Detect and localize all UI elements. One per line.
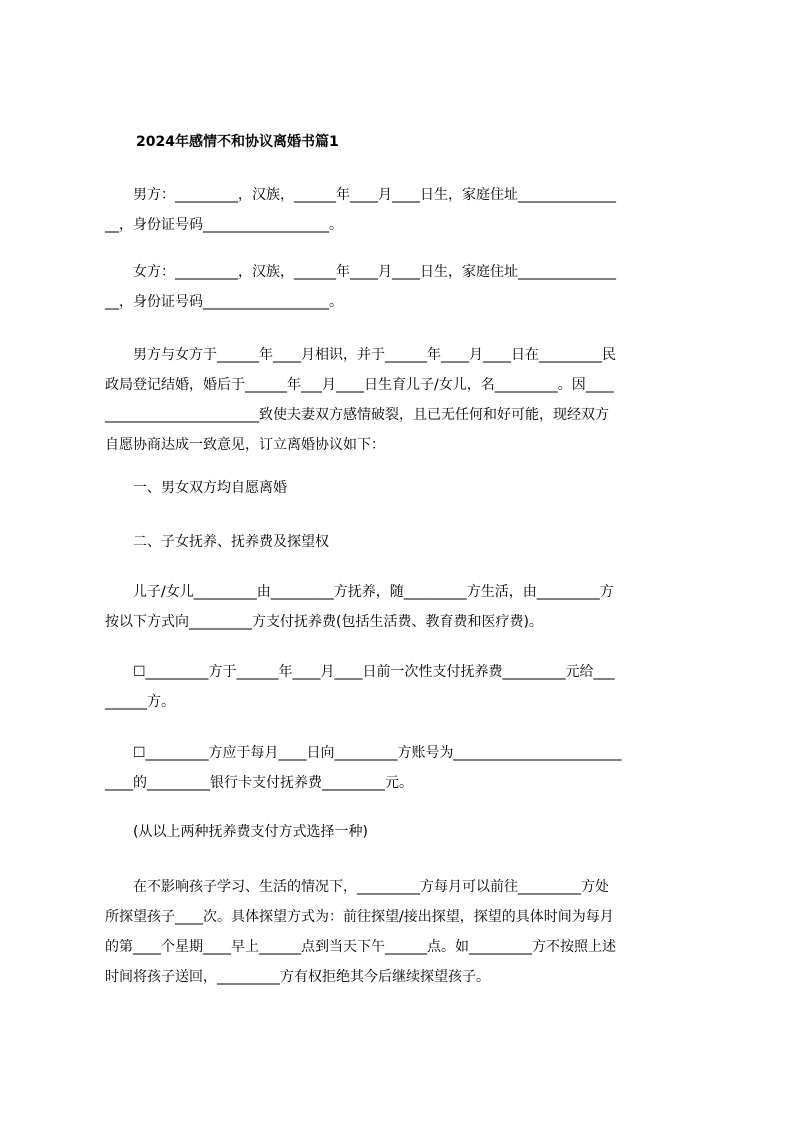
text-line: __，身份证号码__________________。	[105, 217, 343, 233]
text-line: 男方与女方于______年____月相识，并于______年____月____日在_________民	[105, 347, 616, 363]
text-line: (从以上两种抚养费支付方式选择一种)	[105, 824, 368, 840]
document-title: 2024年感情不和协议离婚书篇1	[136, 134, 339, 150]
text-line: ____的_________银行卡支付抚养费_________元。	[105, 775, 413, 791]
text-line: 在不影响孩子学习、生活的情况下，_________方每月可以前往_________方处	[105, 879, 609, 895]
section-heading: 二、子女抚养、抚养费及探望权	[105, 534, 329, 550]
text-line: 自愿协商达成一致意见，订立离婚协议如下：	[105, 437, 385, 453]
paragraph-custody	[105, 577, 705, 637]
text-line: 儿子/女儿_________由_________方抚养，随_________方生活，由_________方	[105, 584, 614, 600]
paragraph-visitation	[105, 872, 705, 992]
text-line: 所探望孩子____次。具体探望方式为：前往探望/接出探望，探望的具体时间为每月	[105, 909, 614, 925]
text-line: ☐_________方于______年____月____日前一次性支付抚养费_________元给___	[105, 664, 615, 680]
paragraph-section-1	[105, 473, 705, 503]
paragraph-section-2	[105, 527, 705, 557]
paragraph-option-lump-sum	[105, 657, 705, 717]
paragraph-male-info	[105, 180, 705, 240]
text-line: 政局登记结婚，婚后于______年___月____日生育儿子/女儿，名_________。因____	[105, 377, 614, 393]
text-line: 的第____个星期____早上______点到当天下午______点。如_________方不按照上述	[105, 939, 616, 955]
paragraph-choice-note	[105, 817, 705, 847]
text-line: ☐_________方应于每月____日向_________方账号为________________________	[105, 745, 622, 761]
text-line: __，身份证号码__________________。	[105, 294, 343, 310]
paragraph-marriage-history	[105, 340, 705, 460]
section-heading: 一、男女双方均自愿离婚	[105, 480, 287, 496]
text-line: 男方：_________，汉族，______年____月____日生，家庭住址______________	[105, 187, 616, 203]
text-line: ______________________致使夫妻双方感情破裂，且已无任何和好可能，现经双方	[105, 407, 609, 423]
text-line: 女方：_________，汉族，______年____月____日生，家庭住址______________	[105, 264, 616, 280]
paragraph-option-monthly	[105, 738, 705, 798]
text-line: 按以下方式向_________方支付抚养费(包括生活费、教育费和医疗费)。	[105, 614, 543, 630]
text-line: ______方。	[105, 694, 175, 710]
text-line: 时间将孩子送回，_________方有权拒绝其今后继续探望孩子。	[105, 969, 490, 985]
paragraph-female-info	[105, 257, 705, 317]
